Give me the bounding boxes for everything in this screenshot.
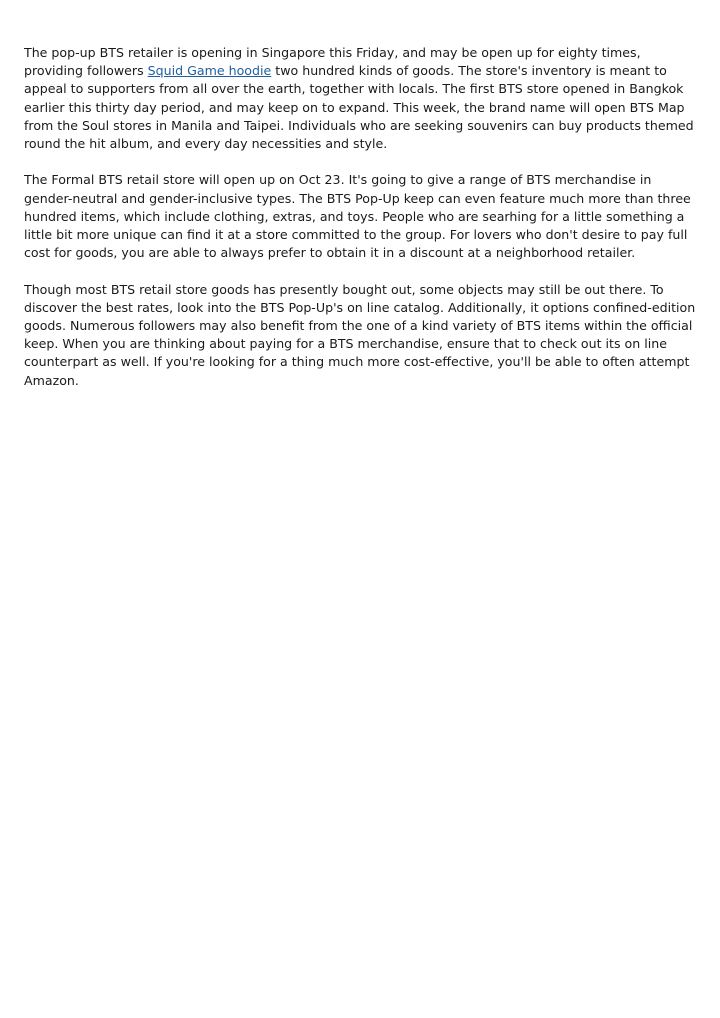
squid-game-hoodie-link[interactable]: Squid Game hoodie — [147, 63, 272, 79]
paragraph-2: The Formal BTS retail store will open up on Oct 23. It's going to give a range of BTS merchandise in gender-neutral and gender-inclusive types. The BTS Pop-Up keep can even feature much more than three hundred items, which include clothing, extras, and toys. People who are searhing for a little something a little bit more unique can find it at a store committed to the group. For lovers who don't desire to pay full cost for goods, you are able to always prefer to obtain it in a discount at a neighborhood retailer. — [24, 172, 691, 261]
paragraph-1-text-end: two hundred kinds of goods. The store's inventory is meant to appeal to supporters from all over the earth, together with locals. The first BTS store opened in Bangkok earlier this thirty day period, and may keep on to expand. This week, the brand name will open BTS Map from the Soul stores in Manila and Taipei. Individuals who are seeking souvenirs can buy products themed round the hit album, and every day necessities and style. — [24, 63, 694, 152]
document-page — [24, 44, 700, 408]
paragraph-1-text-start: The pop-up BTS retailer is opening in Singapore this Friday, and may be open up for eighty times, providing followers — [24, 45, 641, 79]
paragraph-3: Though most BTS retail store goods has presently bought out, some objects may still be out there. To discover the best rates, look into the BTS Pop-Up's on line catalog. Additionally, it options confined-edition goods. Numerous followers may also benefit from the one of a kind variety of BTS items within the official keep. When you are thinking about paying for a BTS merchandise, ensure that to check out its on line counterpart as well. If you're looking for a thing much more cost-effective, you'll be able to often attempt Amazon. — [24, 281, 696, 388]
paragraph-1 — [24, 44, 700, 153]
